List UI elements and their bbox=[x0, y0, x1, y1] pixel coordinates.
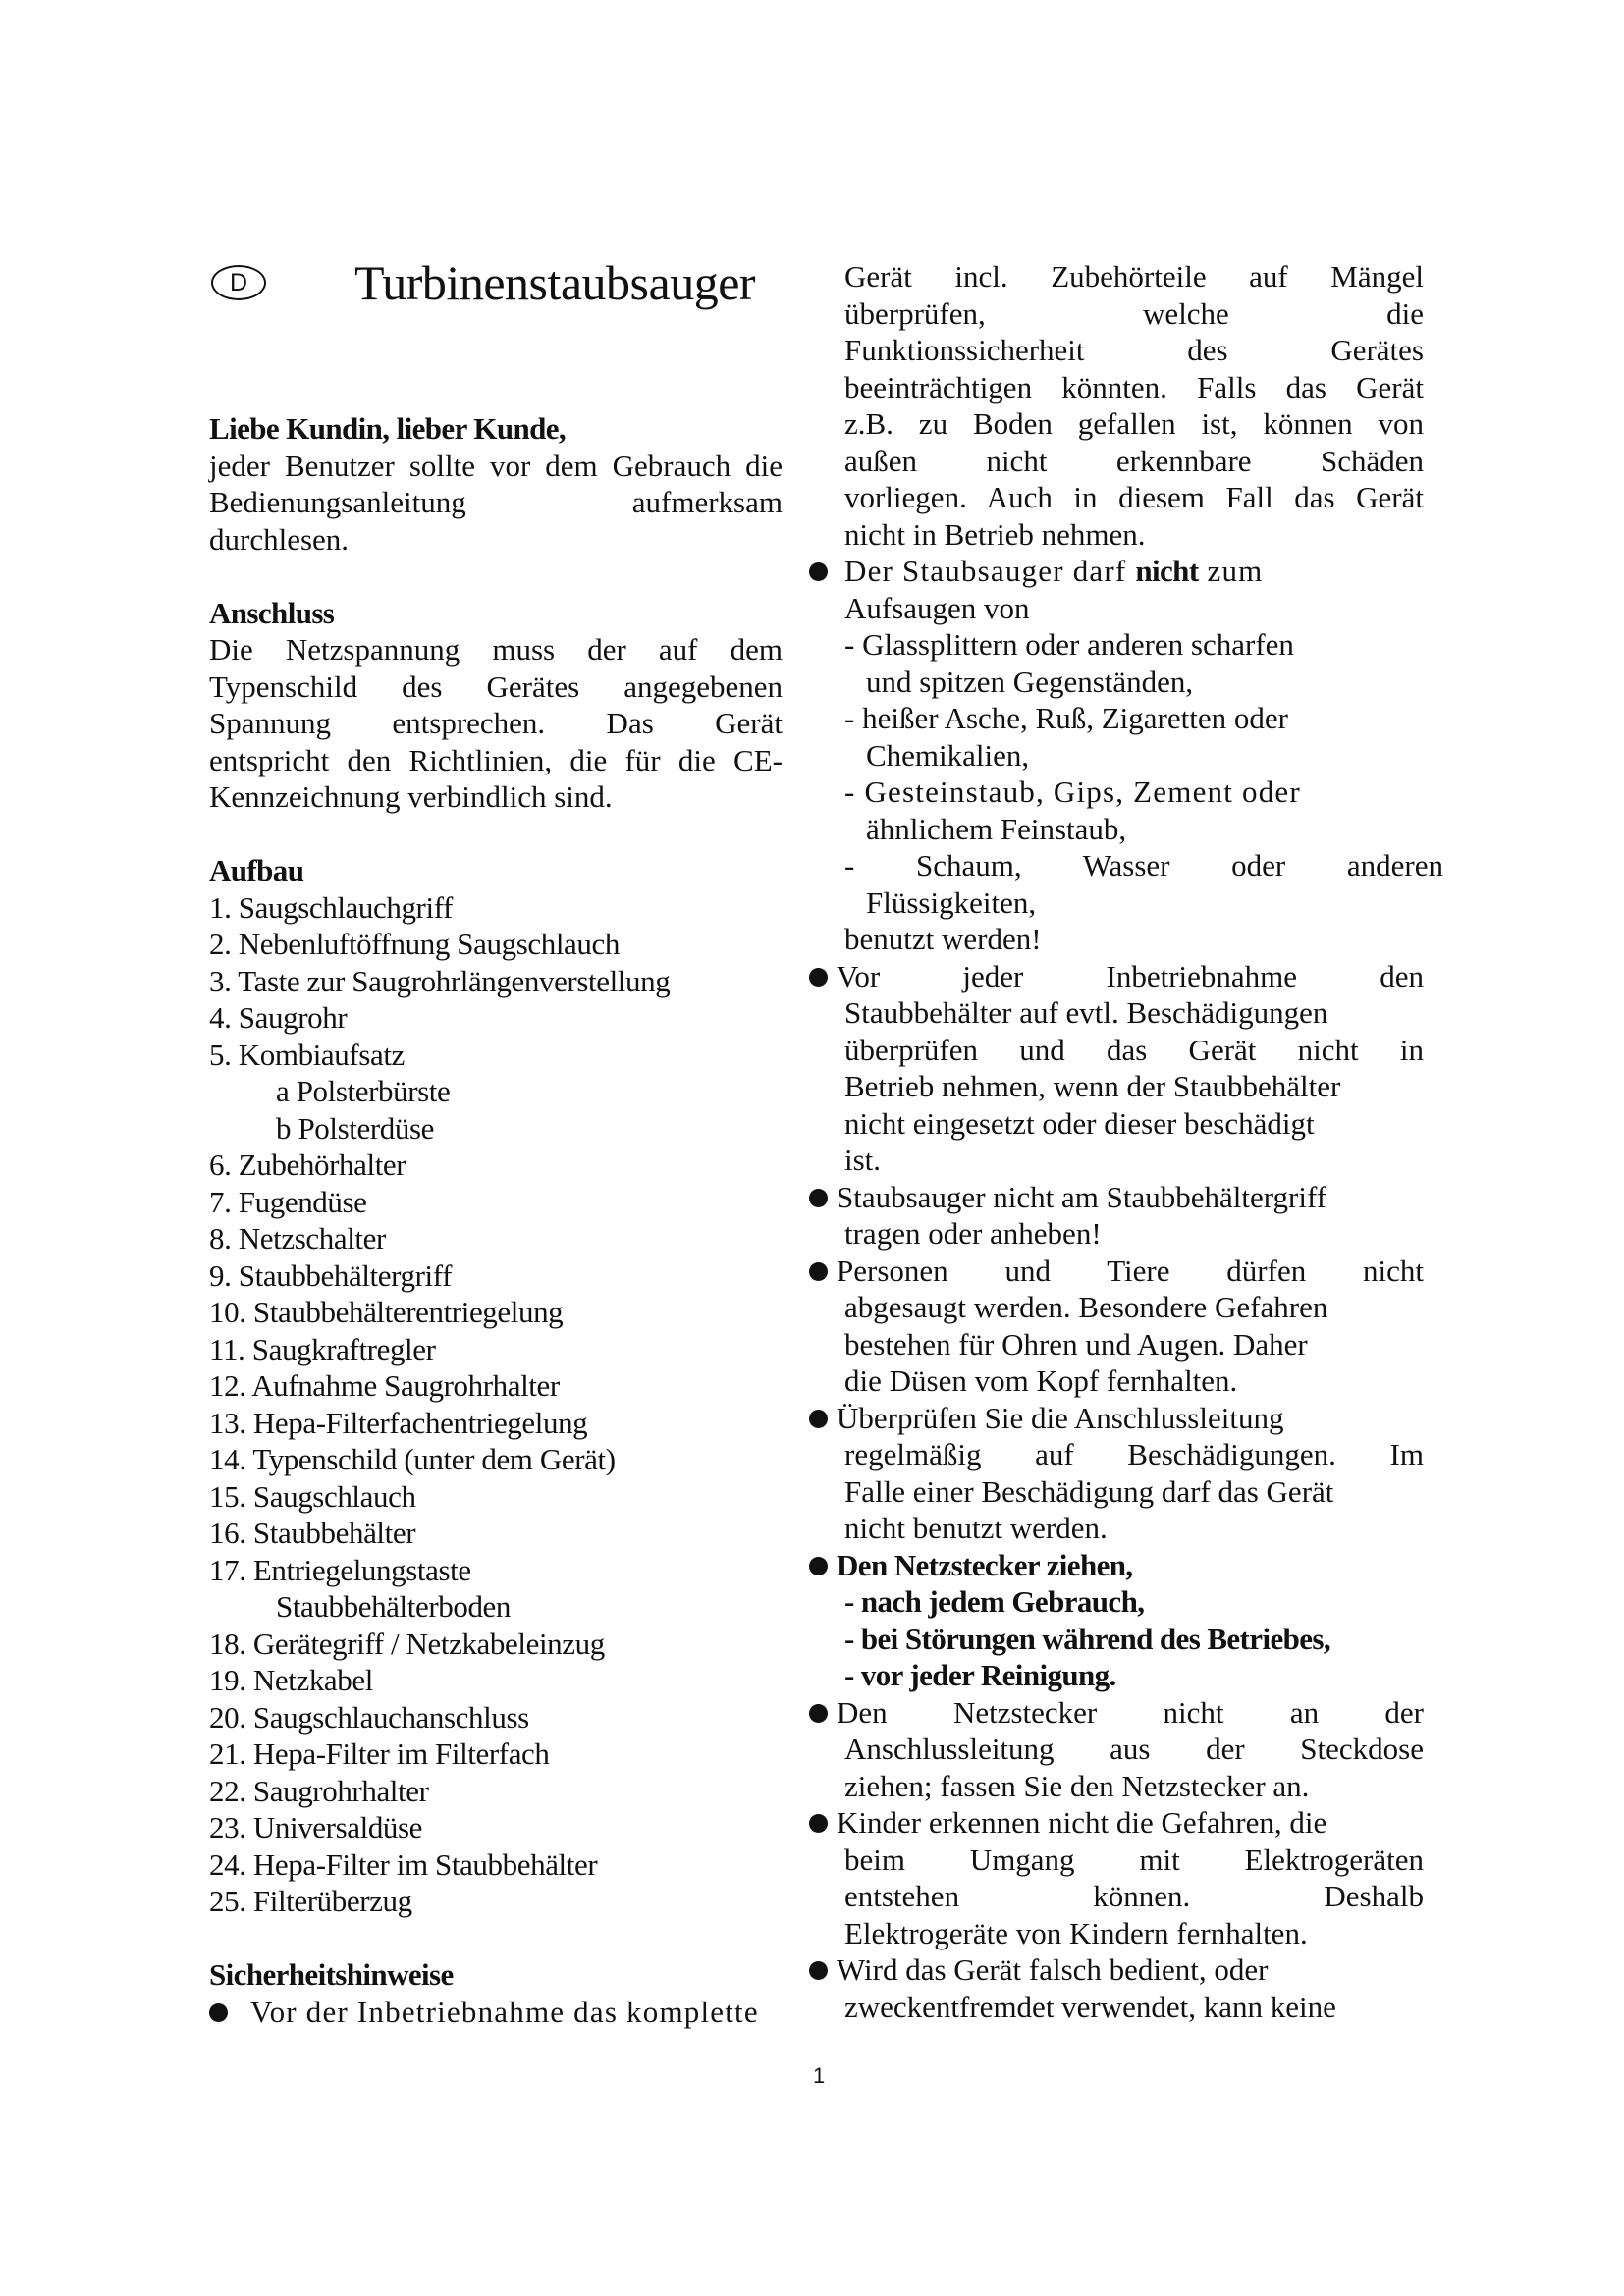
list-item: 25. Filterüberzug bbox=[209, 1884, 412, 1918]
safety-bullet bbox=[809, 958, 1424, 995]
list-item: 13. Hepa-Filterfachentriegelung bbox=[209, 1405, 588, 1440]
bullet-dot-icon bbox=[809, 1557, 828, 1575]
list-item: 5. Kombiaufsatz bbox=[209, 1037, 405, 1072]
list-item: 8. Netzschalter bbox=[209, 1221, 386, 1255]
bullet-text-part: Der Staubsauger darf bbox=[844, 554, 1136, 588]
list-item: 4. Saugrohr bbox=[209, 1000, 348, 1035]
list-item: 19. Netzkabel bbox=[209, 1663, 373, 1697]
bullet-text: Staubsauger nicht am Staubbehältergriff bbox=[837, 1179, 1327, 1214]
anschluss-line: entspricht den Richtlinien, die für die CE- bbox=[209, 742, 783, 777]
bullet-dot-icon bbox=[809, 968, 828, 987]
anschluss-line: Kennzeichnung verbindlich sind. bbox=[209, 779, 613, 814]
text-line: und spitzen Gegenständen, bbox=[866, 664, 1194, 699]
safety-bullet bbox=[809, 1804, 1424, 1842]
list-item: Staubbehälterboden bbox=[276, 1589, 511, 1624]
bullet-text-emphasis: nicht bbox=[1135, 554, 1199, 588]
bullet-dot-icon bbox=[809, 1189, 828, 1207]
list-item: 21. Hepa-Filter im Filterfach bbox=[209, 1736, 550, 1771]
text-line: ziehen; fassen Sie den Netzstecker an. bbox=[844, 1768, 1310, 1803]
text-line: - bei Störungen während des Betriebes, bbox=[844, 1621, 1331, 1656]
bullet-dot-icon bbox=[809, 1262, 828, 1281]
text-line: - nach jedem Gebrauch, bbox=[844, 1584, 1145, 1619]
left-column bbox=[209, 410, 783, 2030]
text-line: beim Umgang mit Elektrogeräten bbox=[844, 1842, 1424, 1877]
safety-bullet bbox=[809, 1179, 1424, 1216]
list-item: 20. Saugschlauchanschluss bbox=[209, 1699, 529, 1735]
bullet-text: Vor der Inbetriebnahme das komplette bbox=[250, 1994, 759, 2029]
anschluss-heading: Anschluss bbox=[209, 595, 335, 630]
text-line: tragen oder anheben! bbox=[844, 1216, 1102, 1251]
list-item: 12. Aufnahme Saugrohrhalter bbox=[209, 1368, 560, 1403]
list-item: 22. Saugrohrhalter bbox=[209, 1773, 429, 1808]
language-badge: D bbox=[211, 265, 266, 300]
text-line: benutzt werden! bbox=[844, 922, 1042, 956]
bullet-dot-icon bbox=[809, 1410, 828, 1428]
anschluss-line: Spannung entsprechen. Das Gerät bbox=[209, 706, 783, 740]
text-line: Elektrogeräte von Kindern fernhalten. bbox=[844, 1915, 1308, 1950]
list-item: 23. Universaldüse bbox=[209, 1810, 423, 1844]
list-item: 24. Hepa-Filter im Staubbehälter bbox=[209, 1846, 598, 1882]
text-line: Chemikalien, bbox=[866, 737, 1030, 773]
list-item: 2. Nebenluftöffnung Saugschlauch bbox=[209, 927, 620, 961]
bullet-text: Den Netzstecker ziehen, bbox=[837, 1547, 1133, 1582]
text-line: Staubbehälter auf evtl. Beschädigungen bbox=[844, 995, 1328, 1030]
text-line: nicht benutzt werden. bbox=[844, 1511, 1108, 1545]
bullet-dot-icon bbox=[809, 1814, 828, 1833]
list-item: 15. Saugschlauch bbox=[209, 1478, 416, 1514]
text-line: überprüfen, welche die bbox=[844, 295, 1424, 331]
text-line: bestehen für Ohren und Augen. Daher bbox=[844, 1326, 1308, 1362]
bullet-text: Wird das Gerät falsch bedient, oder bbox=[837, 1952, 1269, 1987]
bullet-text: Vor jeder Inbetriebnahme den bbox=[837, 958, 1424, 993]
right-column bbox=[837, 258, 1443, 2025]
text-line: entstehen können. Deshalb bbox=[844, 1879, 1424, 1913]
bullet-dot-icon bbox=[209, 2003, 228, 2022]
bullet-dot-icon bbox=[809, 1704, 828, 1723]
text-line: Anschlussleitung aus der Steckdose bbox=[844, 1732, 1424, 1766]
safety-bullet bbox=[809, 1694, 1424, 1732]
aufbau-heading: Aufbau bbox=[209, 853, 304, 887]
text-line: Betrieb nehmen, wenn der Staubbehälter bbox=[844, 1069, 1341, 1103]
list-item: a Polsterbürste bbox=[276, 1074, 451, 1108]
text-line: beeinträchtigen könnten. Falls das Gerät bbox=[844, 369, 1424, 404]
text-line: - vor jeder Reinigung. bbox=[844, 1658, 1116, 1692]
text-line: - heißer Asche, Ruß, Zigaretten oder bbox=[844, 701, 1288, 735]
list-item: 18. Gerätegriff / Netzkabeleinzug bbox=[209, 1626, 605, 1661]
intro-line: Bedienungsanleitung aufmerksam bbox=[209, 485, 783, 519]
list-item: 17. Entriegelungstaste bbox=[209, 1552, 471, 1587]
safety-bullet bbox=[209, 1994, 783, 2031]
safety-bullet bbox=[809, 1547, 1424, 1584]
intro-line: jeder Benutzer sollte vor dem Gebrauch die bbox=[209, 448, 783, 483]
text-line: vorliegen. Auch in diesem Fall das Gerät bbox=[844, 480, 1424, 514]
list-item: 3. Taste zur Saugrohrlängenverstellung bbox=[209, 963, 671, 998]
safety-bullet bbox=[809, 1400, 1424, 1437]
bullet-text: Personen und Tiere dürfen nicht bbox=[837, 1253, 1424, 1288]
list-item: 16. Staubbehälter bbox=[209, 1516, 416, 1550]
bullet-text: Den Netzstecker nicht an der bbox=[837, 1694, 1424, 1730]
text-line: Falle einer Beschädigung darf das Gerät bbox=[844, 1473, 1334, 1509]
bullet-text: Überprüfen Sie die Anschlussleitung bbox=[837, 1400, 1284, 1435]
text-line: - Glassplittern oder anderen scharfen bbox=[844, 627, 1294, 662]
list-item: 1. Saugschlauchgriff bbox=[209, 889, 453, 925]
safety-bullet bbox=[809, 553, 1424, 590]
text-line: zweckentfremdet verwendet, kann keine bbox=[844, 1989, 1336, 2024]
title-row bbox=[209, 253, 798, 322]
text-line: - Gesteinstaub, Gips, Zement oder bbox=[844, 774, 1301, 809]
text-line: - Schaum, Wasser oder anderen bbox=[844, 848, 1443, 882]
page-title: Turbinenstaubsauger bbox=[354, 255, 756, 310]
intro-line: durchlesen. bbox=[209, 521, 350, 557]
list-item: 9. Staubbehältergriff bbox=[209, 1257, 453, 1293]
bullet-dot-icon bbox=[809, 562, 828, 581]
text-line: z.B. zu Boden gefallen ist, können von bbox=[844, 406, 1424, 441]
sicherheit-heading: Sicherheitshinweise bbox=[209, 1957, 454, 1992]
list-item: b Polsterdüse bbox=[276, 1110, 434, 1146]
list-item: 10. Staubbehälterentriegelung bbox=[209, 1295, 564, 1329]
text-line: Aufsaugen von bbox=[844, 590, 1030, 625]
list-item: 7. Fugendüse bbox=[209, 1184, 367, 1219]
anschluss-line: Typenschild des Gerätes angegebenen bbox=[209, 668, 783, 704]
text-line: außen nicht erkennbare Schäden bbox=[844, 443, 1424, 478]
bullet-dot-icon bbox=[809, 1961, 828, 1980]
list-item: 11. Saugkraftregler bbox=[209, 1331, 436, 1366]
intro-heading: Liebe Kundin, lieber Kunde, bbox=[209, 411, 567, 446]
bullet-text-part: zum bbox=[1198, 554, 1264, 588]
text-line: abgesaugt werden. Besondere Gefahren bbox=[844, 1290, 1328, 1324]
bullet-text bbox=[844, 553, 1424, 590]
text-line: nicht in Betrieb nehmen. bbox=[844, 516, 1146, 552]
list-item: 6. Zubehörhalter bbox=[209, 1148, 406, 1182]
page-number: 1 bbox=[813, 2063, 826, 2088]
safety-bullet bbox=[809, 1951, 1424, 1989]
text-line: Funktionssicherheit des Gerätes bbox=[844, 333, 1424, 367]
text-line: ist. bbox=[844, 1143, 882, 1177]
list-item: 14. Typenschild (unter dem Gerät) bbox=[209, 1442, 616, 1476]
safety-bullet bbox=[809, 1253, 1424, 1290]
text-line: regelmäßig auf Beschädigungen. Im bbox=[844, 1437, 1424, 1471]
text-line: Gerät incl. Zubehörteile auf Mängel bbox=[844, 259, 1424, 294]
text-line: die Düsen vom Kopf fernhalten. bbox=[844, 1363, 1238, 1398]
text-line: nicht eingesetzt oder dieser beschädigt bbox=[844, 1105, 1315, 1141]
text-line: ähnlichem Feinstaub, bbox=[866, 811, 1127, 846]
bullet-text: Kinder erkennen nicht die Gefahren, die bbox=[837, 1805, 1327, 1840]
anschluss-line: Die Netzspannung muss der auf dem bbox=[209, 632, 783, 667]
text-line: Flüssigkeiten, bbox=[866, 884, 1037, 920]
text-line: überprüfen und das Gerät nicht in bbox=[844, 1032, 1424, 1067]
